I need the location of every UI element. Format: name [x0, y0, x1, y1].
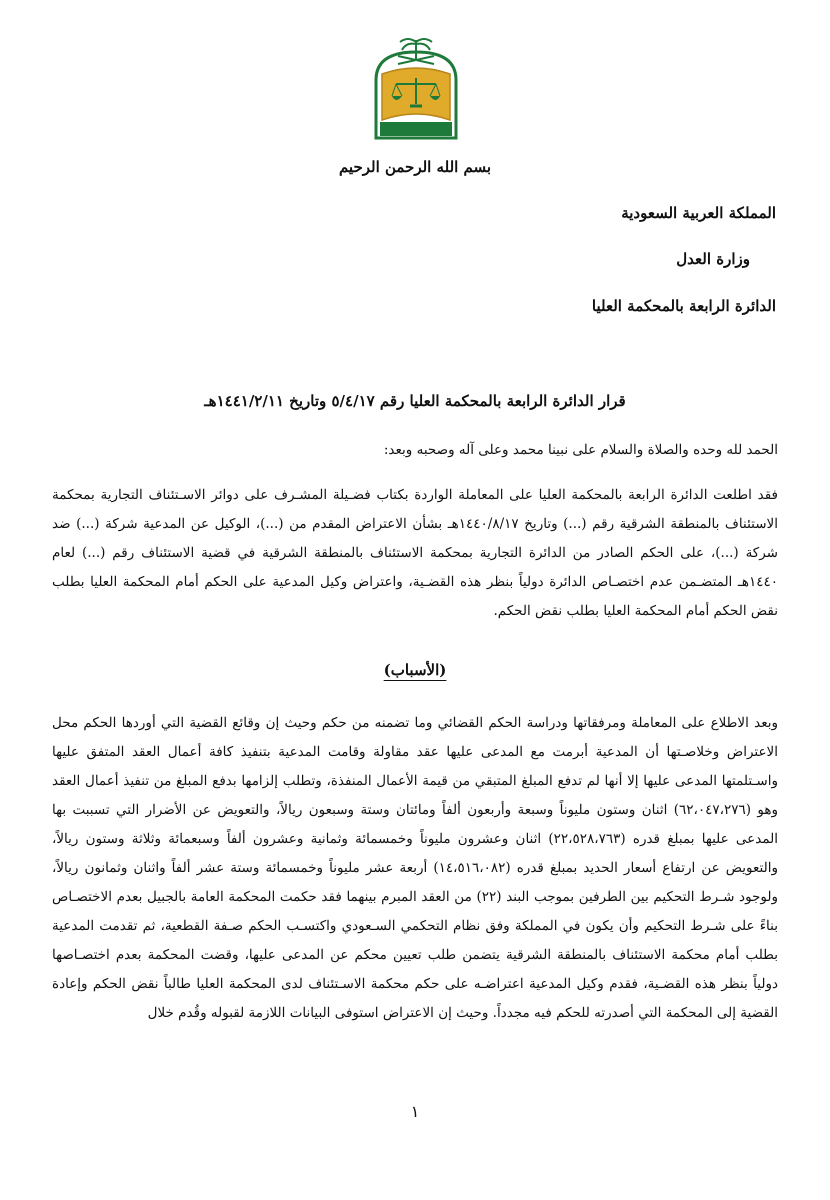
intro-paragraph: فقد اطلعت الدائرة الرابعة بالمحكمة العليا على المعاملة الواردة بكتاب فضـيلة المشـرف على دوائر الاسـتئناف التجارية بمحكمة الاستئناف بالمنطقة الشرقية رقم (...) وتاريخ ١٤٤٠/٨/١٧هـ بشأن الاعتراض المقدم من (...)، الوكيل عن المدعية شركة (...) ضد شركة (...)، على الحكم الصادر من الدائرة التجارية بمحكمة الاستئناف بالمنطقة الشرقية في قضية الاستئناف رقم (...) لعام ١٤٤٠هـ المتضـمن عدم اختصـاص الدائرة دولياً بنظر هذه القضـية، واعتراض وكيل المدعية على الحكم أمام المحكمة العليا بطلب نقض الحكم أمام المحكمة العليا بطلب نقض الحكم. — [52, 487, 778, 619]
header-ministry: وزارة العدل — [676, 250, 750, 268]
section-heading — [0, 660, 830, 679]
page-number: ١ — [410, 1102, 420, 1121]
decision-title: قرار الدائرة الرابعة بالمحكمة العليا رقم ٥/٤/١٧ وتاريخ ١٤٤١/٢/١١هـ — [204, 392, 626, 410]
reasons-paragraph: وبعد الاطلاع على المعاملة ومرفقاتها ودراسة الحكم القضائي وما تضمنه من حكم وحيث إن وقائع القضية التي أوردها الحكم محل الاعتراض وخلاصـتها أن المدعية أبرمت مع المدعى عليها عقد مقاولة وقامت المدعية بتنفيذ كافة أعمال العقد المتفق عليها واسـتلمتها المدعى عليها إلا أنها لم تدفع المبلغ المتبقي من قيمة الأعمال المنفذة، وتطلب إلزامها بدفع المبلغ من تنفيذ أعمال العقد وهو (٦٢،٠٤٧،٢٧٦) اثنان وستون مليوناً وسبعة وأربعون ألفاً ومائتان وستة وسبعون ريالاً، والتعويض عن الأضرار التي تسببت بها المدعى عليها بمبلغ قدره (٢٢،٥٢٨،٧٦٣) اثنان وعشرون مليوناً وخمسمائة وثمانية وعشرون ألفاً وسبعمائة وثلاثة وستون ريالاً، والتعويض عن ارتفاع أسعار الحديد بمبلغ قدره (١٤،٥١٦،٠٨٢) أربعة عشر مليوناً وخمسمائة وستة عشر ألفاً واثنان وثمانون ريالاً، ولوجود شـرط التحكيم بين الطرفين بموجب البند (٢٢) من العقد المبرم بينهما فقد حكمت المحكمة العامة بالجبيل بعدم الاختصـاص بناءً على شـرط التحكيم وأن يكون في المملكة وفق نظام التحكمي السـعودي واكتسـب الحكم صـفة القطعية، ثم تقدمت المدعية بطلب أمام محكمة الاستئناف بالمنطقة الشرقية يتضمن طلب تعيين محكم عن المدعى عليها، وقضت المحكمة بعدم اختصـاصها دولياً بنظر هذه القضـية، فقدم وكيل المدعية اعتراضـه على حكم محكمة الاسـتئناف لدى المحكمة العليا طالباً نقض الحكم وإعادة القضية إلى المحكمة التي أصدرته للحكم فيه مجدداً. وحيث إن الاعتراض استوفى البيانات اللازمة لقبوله وقُدم خلال — [52, 715, 779, 1021]
header-circuit: الدائرة الرابعة بالمحكمة العليا — [591, 297, 776, 315]
opening-paragraph: الحمد لله وحده والصلاة والسلام على نبينا محمد وعلى آله وصحبه وبعد: — [383, 442, 778, 458]
basmala: بسم الله الرحمن الرحيم — [338, 158, 492, 176]
section-heading-text: (الأسباب) — [383, 661, 447, 679]
header-country: المملكة العربية السعودية — [621, 204, 776, 222]
ministry-of-justice-emblem-icon — [366, 34, 466, 142]
